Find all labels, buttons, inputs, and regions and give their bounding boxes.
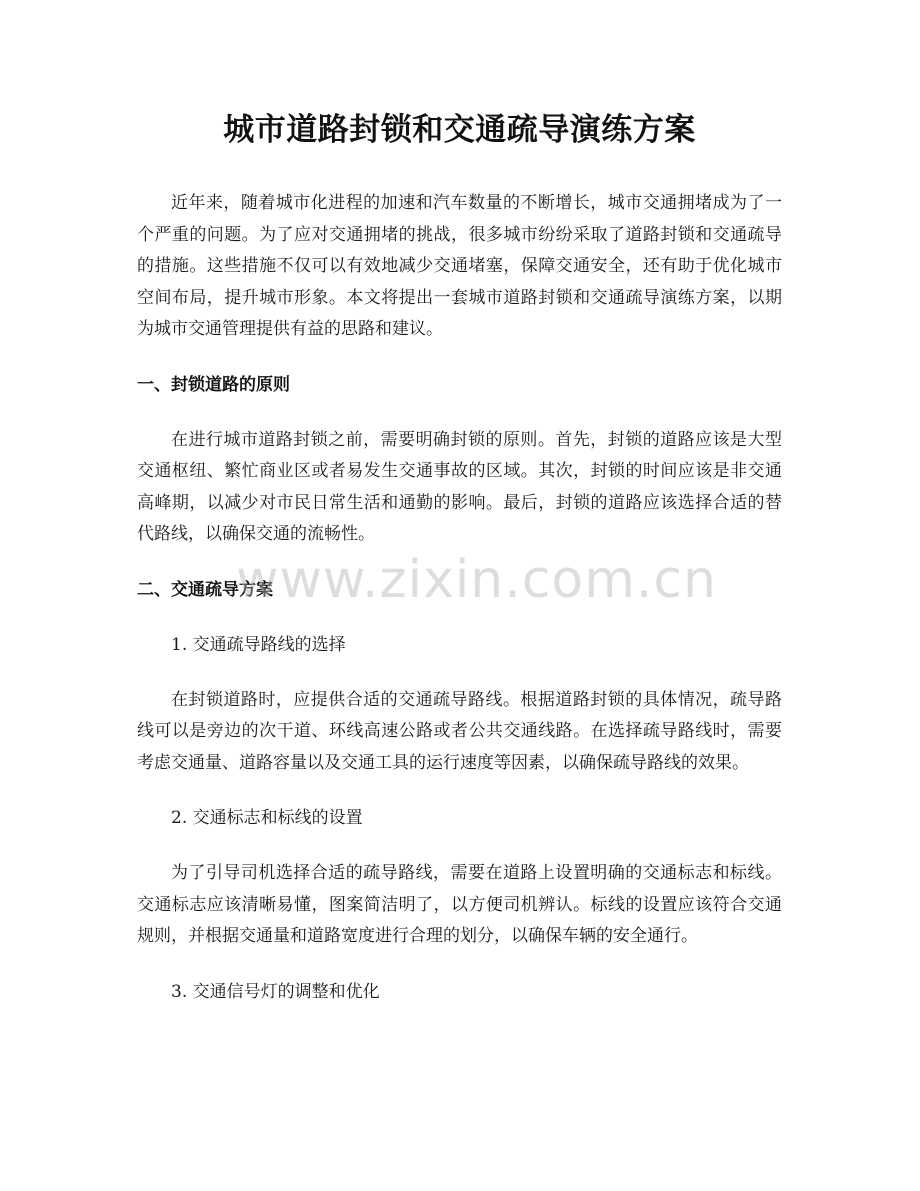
subsection-title-signals: 3. 交通信号灯的调整和优化 bbox=[171, 981, 380, 1002]
subsection-title-signs: 2. 交通标志和标线的设置 bbox=[171, 808, 363, 828]
subsection-title-route: 1. 交通疏导路线的选择 bbox=[171, 634, 346, 655]
principles-paragraph: 在进行城市道路封锁之前，需要明确封锁的原则。首先，封锁的道路应该是大型交通枢纽、繁忙商业区或者易发生交通事故的区域。其次，封锁的时间应该是非交通高峰期，以减少对市民日常生活和通勤的影响。最后，封锁的道路应该选择合适的替代路线，以确保交通的流畅性。 bbox=[137, 429, 782, 544]
document-title: 城市道路封锁和交通疏导演练方案 bbox=[223, 112, 696, 148]
intro-paragraph: 近年来，随着城市化进程的加速和汽车数量的不断增长，城市交通拥堵成为了一个严重的问题。为了应对交通拥堵的挑战，很多城市纷纷采取了道路封锁和交通疏导的措施。这些措施不仅可以有效地减少交通堵塞，保障交通安全，还有助于优化城市空间布局，提升城市形象。本文将提出一套城市道路封锁和交通疏导演练方案，以期为城市交通管理提供有益的思路和建议。 bbox=[137, 193, 782, 339]
route-paragraph: 在封锁道路时，应提供合适的交通疏导路线。根据道路封锁的具体情况，疏导路线可以是旁边的次干道、环线高速公路或者公共交通线路。在选择疏导路线时，需要考虑交通量、道路容量以及交通工具的运行速度等因素，以确保疏导路线的效果。 bbox=[137, 689, 782, 773]
section-heading-traffic-plan: 二、交通疏导方案 bbox=[137, 579, 273, 600]
signs-paragraph: 为了引导司机选择合适的疏导路线，需要在道路上设置明确的交通标志和标线。交通标志应该清晰易懂，图案简洁明了，以方便司机辨认。标线的设置应该符合交通规则，并根据交通量和道路宽度进行合理的划分，以确保车辆的安全通行。 bbox=[137, 863, 782, 946]
section-heading-principles: 一、封锁道路的原则 bbox=[137, 374, 290, 395]
watermark: www.zixin.com.cn bbox=[236, 550, 717, 610]
